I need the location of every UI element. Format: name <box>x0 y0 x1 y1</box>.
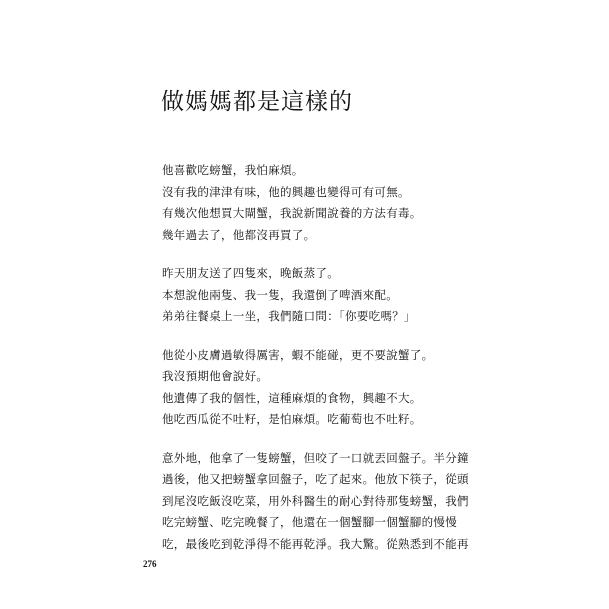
text-line: 吃完螃蟹、吃完晚餐了，他還在一個蟹腳一個蟹腳的慢慢 <box>162 515 457 529</box>
text-line: 吃，最後吃到乾淨得不能再乾淨。我大驚。從熟悉到不能再 <box>162 536 469 551</box>
paragraph-4 <box>162 448 469 556</box>
chapter-title: 做媽媽都是這樣的 <box>161 89 353 115</box>
text-line: 弟弟往餐桌上一坐，我們隨口問：「你要吃嗎？」 <box>162 309 416 323</box>
paragraph-1 <box>162 160 462 246</box>
text-line: 過後，他又把螃蟹拿回盤子，吃了起來。他放下筷子，從頭 <box>162 472 469 486</box>
text-line: 昨天朋友送了四隻來，晚飯蒸了。 <box>162 266 339 280</box>
text-line: 他吃西瓜從不吐籽，是怕麻煩。吃葡萄也不吐籽。 <box>162 412 422 426</box>
text-line: 本想說他兩隻、我一隻，我還倒了啤酒來配。 <box>162 287 398 302</box>
page-number: 276 <box>143 559 157 569</box>
body-text <box>162 160 469 572</box>
text-line: 幾年過去了，他都沒再買了。 <box>162 227 316 242</box>
text-line: 他從小皮膚過敏得厲害，蝦不能碰，更不要說蟹了。 <box>162 347 434 362</box>
paragraph-2 <box>162 263 462 328</box>
text-line: 我沒預期他會說好。 <box>162 369 269 383</box>
text-line: 他遺傳了我的個性，這種麻煩的食物，興趣不大。 <box>162 390 422 405</box>
text-line: 到尾沒吃飯沒吃菜，用外科醫生的耐心對待那隻螃蟹，我們 <box>162 493 469 508</box>
text-line: 他喜歡吃螃蟹，我怕麻煩。 <box>162 163 304 177</box>
text-line: 沒有我的津津有味，他的興趣也變得可有可無。 <box>162 184 410 199</box>
text-line: 意外地，他拿了一隻螃蟹，但咬了一口就丟回盤子。半分鐘 <box>162 450 469 465</box>
text-line: 有幾次他想買大閘蟹，我說新聞說養的方法有毒。 <box>162 206 422 220</box>
paragraph-3 <box>162 345 462 431</box>
